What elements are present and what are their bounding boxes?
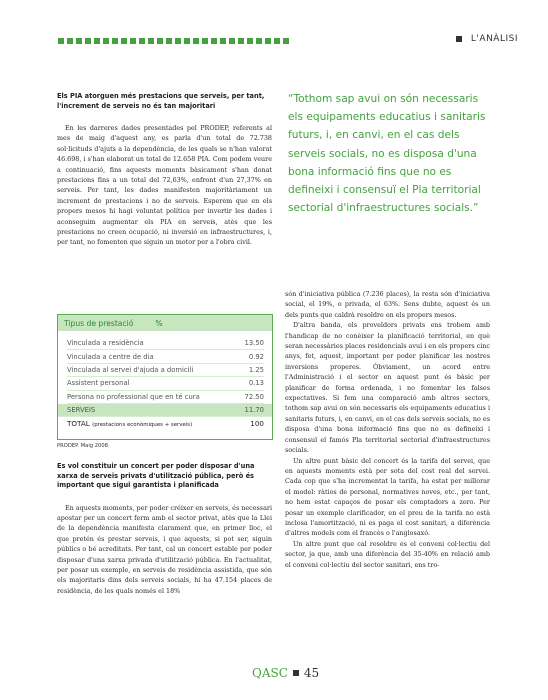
table-row-serveis [58,404,272,417]
paragraph-right-2: D'altra banda, els proveïdors privats ens trobem amb l'handicap de no conèixer la planificació territorial, en què seran necessàries places residencials avui i en els propers cinc anys, fet, aquest, important per poder planificar les nostres inversions properes. Òbviament, un acord entre l'Administració i el sector en aquest punt és bàsic per planificar de forma ordenada, i no fomentar les falses expectatives. Si fem una comparació amb altres sectors, tothom sap avui on són necessaris els equipaments educatius i sanitaris futurs, i, en canvi, en el cas dels serveis socials, no es disposa d'una bona informació fins que no es defineixi i consensuï el famós Pla territorial sectorial d'infraestructures socials. [285,321,490,455]
decorative-square [157,38,163,44]
decorative-square [58,38,64,44]
decorative-square [211,38,217,44]
heading-concert: Es vol constituir un concert per poder disposar d'una xarxa de serveis privats d'utilització pública, però és important que sigui garantista i planificada [57,462,255,489]
paragraph-concert: En aquests moments, per poder créixer en serveis, és necessari apostar per un concert ferm amb el sector privat, atès que la Llei de la dependència manifesta clarament que, en primer lloc, el que pretén és prestar serveis, i que aquests, si pot ser, siguin públics o bé acreditats. Per tant, cal un concert estable per poder disposar d'una xarxa privada d'utilització pública. En l'actualitat, per posar un exemple, en serveis de residència assistida, que són els majoritaris dins dels serveis socials, hi ha 47.154 places de residència, de les quals només el 18% [57,503,272,595]
total-label: TOTAL [67,419,90,429]
row-label: Persona no professional que en té cura [67,392,200,401]
left-column-top [57,92,272,248]
page-number: 45 [303,666,320,680]
paragraph-pia: En les darreres dades presentades pel PRODEP, referents al mes de maig d'aquest any, es parla d'un total de 72.738 sol·licituds d'ajuts a la dependència, de les quals se n'han valorat 46.698, i s'han elaborat un total de 12.658 PIA. Com podem veure a continuació, fins aquests moments bàsicament s'han donat prestacions fins a un total del 72,63%, enfront d'un 27,37% en serveis. Per tant, les dades manifesten majoritàriament un increment de prestacions i no de serveis. Esperem que en els propers mesos hi hagi voluntat política per invertir les dades i aconseguim augmentar els PIA en serveis, atès que les prestacions no creen ocupació, ni inversió en infraestructures, i, per tant, no fomenten que siguin un motor per a l'obra civil. [57,124,272,247]
table-header-label: Tipus de prestació [64,318,134,328]
right-column [285,289,490,570]
decorative-square [238,38,244,44]
table-row [67,377,264,390]
row-value: 0.13 [248,379,264,388]
left-column-bottom [57,462,272,596]
table-source: PRODEP. Maig 2008. [57,443,110,449]
table-row [67,364,264,377]
decorative-square [256,38,262,44]
decorative-square [112,38,118,44]
decorative-square [103,38,109,44]
total-value: 100 [250,419,264,429]
decorative-square [166,38,172,44]
table-row-total [67,417,264,429]
row-label: Vinculada a centre de dia [67,352,154,361]
decorative-square [67,38,73,44]
decorative-square [274,38,280,44]
section-label-text: L'ANÀLISI [470,34,518,44]
decorative-square [175,38,181,44]
section-label [456,34,518,44]
decorative-square [202,38,208,44]
decorative-square [94,38,100,44]
table-header-pct: % [155,318,163,328]
row-value: 11.70 [244,406,264,415]
decorative-square [148,38,154,44]
decorative-square [283,38,289,44]
square-bullet-icon [456,36,462,42]
paragraph-right-3: Un altre punt bàsic del concert és la tarifa del servei, que en aquests moments està per sota del cost real del servei. Cada cop que s'ha incrementat la tarifa, ha estat per millorar el model: ràtios de personal, normatives noves, etc., per tant, no hem estat capaços de posar els comptadors a zero. Per posar un exemple clarificador, en el preu de la tarifa no està inclosa l'amortització, ni es paga el cost sanitari, a diferència d'altres models com el francès o l'anglosaxó. [285,456,490,538]
row-value: 72.50 [244,392,264,401]
decorative-square [247,38,253,44]
row-label: SERVEIS [67,406,96,415]
row-value: 1.25 [248,365,264,374]
decorative-square [220,38,226,44]
decorative-square [121,38,127,44]
row-label: Assistent personal [67,379,130,388]
paragraph-right-4: Un altre punt que cal resoldre és el conveni col·lectiu del sector, ja que, amb una diferència del 35-40% en relació amb el conveni col·lectiu del sector sanitari, ens tro- [285,539,490,569]
total-note: (prestacions econòmiques + serveis) [92,422,193,429]
page-footer [252,666,319,680]
magazine-name: QASC [252,666,288,680]
decorative-square [85,38,91,44]
row-label: Vinculada al servei d'ajuda a domicili [67,365,194,374]
heading-pia: Els PIA atorguen més prestacions que serveis, per tant, l'increment de serveis no és tan majoritari [57,92,265,110]
decorative-squares [58,38,289,44]
row-value: 0.92 [248,352,264,361]
pull-quote: “Tothom sap avui on són necessaris els equipaments educatius i sanitaris futurs, i, en canvi, en el cas dels serveis socials, no es disposa d'una bona informació fins que no es defineixi i consensuï el Pla territorial sectorial d'infraestructures socials.” [288,93,486,215]
paragraph-right-1: són d'iniciativa pública (7.236 places), la resta són d'iniciativa social, el 19%, o privada, el 63%. Sens dubte, aquest és un dels punts que caldrà resoldre en els propers mesos. [285,290,490,319]
decorative-square [130,38,136,44]
decorative-square [265,38,271,44]
row-value: 13.50 [244,339,264,348]
decorative-square [184,38,190,44]
total-label-group [67,419,192,428]
decorative-square [193,38,199,44]
decorative-square [76,38,82,44]
square-bullet-icon [293,670,299,676]
decorative-square [139,38,145,44]
decorative-square [229,38,235,44]
table-row [67,337,264,350]
table-row [67,350,264,363]
prestacio-table [57,314,273,440]
table-header [58,315,272,331]
table-row [67,391,264,404]
row-label: Vinculada a residència [67,339,144,348]
